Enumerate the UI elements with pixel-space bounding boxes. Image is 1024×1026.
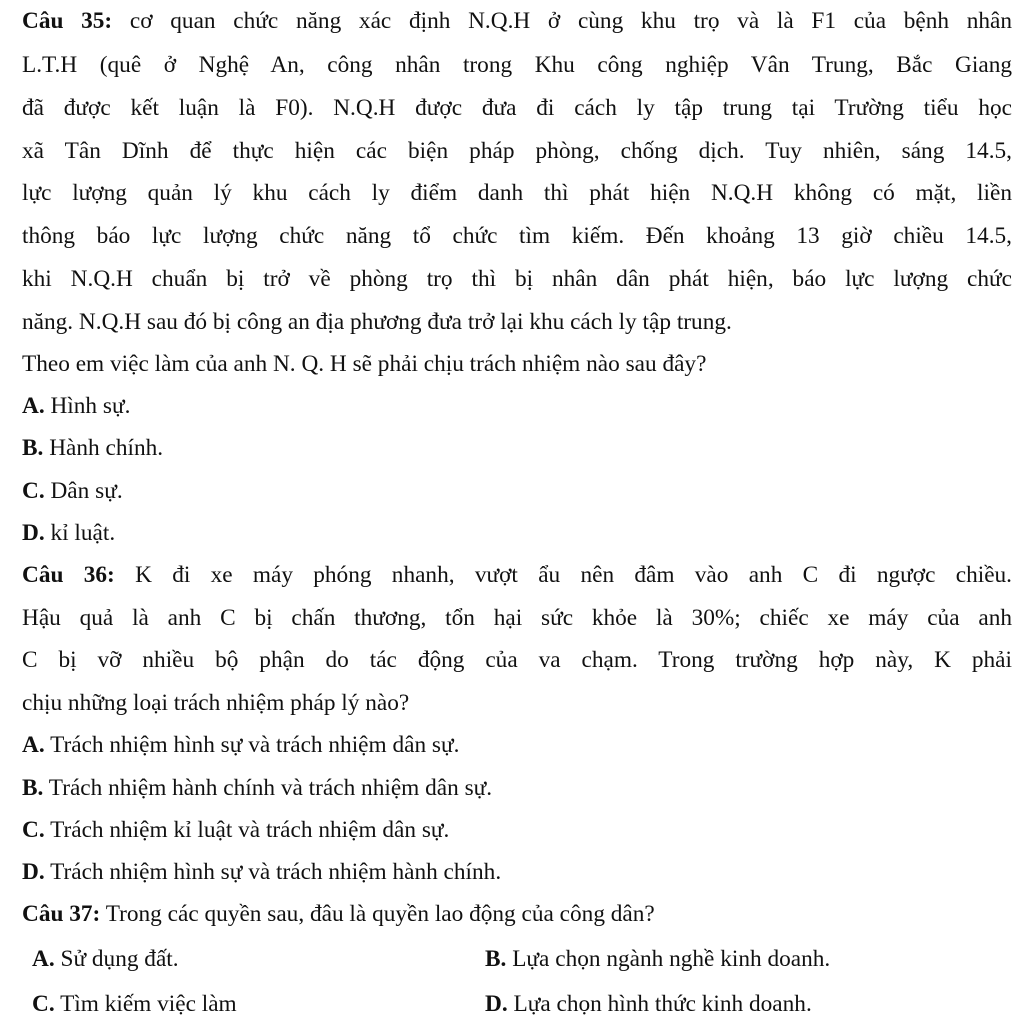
q35-line-3: đã được kết luận là F0). N.Q.H được đưa đi cách ly tập trung tại Trường tiểu học bbox=[22, 95, 1012, 121]
q35-line-8: năng. N.Q.H sau đó bị công an địa phương đưa trở lại khu cách ly tập trung. bbox=[22, 309, 732, 335]
q37-label: Câu 37: bbox=[22, 901, 101, 927]
q35-option-b: B. Hành chính. bbox=[22, 435, 164, 461]
q35-question: Theo em việc làm của anh N. Q. H sẽ phải chịu trách nhiệm nào sau đây? bbox=[22, 351, 707, 377]
q35-line-2: L.T.H (quê ở Nghệ An, công nhân trong Khu công nghiệp Vân Trung, Bắc Giang bbox=[22, 52, 1012, 78]
q35-label: Câu 35: bbox=[22, 8, 113, 34]
q36-label: Câu 36: bbox=[22, 562, 115, 588]
q35-line-7: khi N.Q.H chuẩn bị trở về phòng trọ thì bị nhân dân phát hiện, báo lực lượng chức bbox=[22, 266, 1012, 292]
q35-line-5: lực lượng quản lý khu cách ly điểm danh thì phát hiện N.Q.H không có mặt, liền bbox=[22, 180, 1012, 206]
q36-option-b: B. Trách nhiệm hành chính và trách nhiệm dân sự. bbox=[22, 775, 493, 801]
q35-option-c: C. Dân sự. bbox=[22, 478, 123, 504]
q37-option-b: B. Lựa chọn ngành nghề kinh doanh. bbox=[485, 946, 831, 972]
q36-line-2: Hậu quả là anh C bị chấn thương, tổn hại sức khỏe là 30%; chiếc xe máy của anh bbox=[22, 605, 1012, 631]
q36-option-a: A. Trách nhiệm hình sự và trách nhiệm dân sự. bbox=[22, 732, 460, 758]
q37-option-d: D. Lựa chọn hình thức kinh doanh. bbox=[485, 991, 812, 1017]
q36-line-3: C bị vỡ nhiều bộ phận do tác động của va chạm. Trong trường hợp này, K phải bbox=[22, 647, 1012, 673]
q36-question: chịu những loại trách nhiệm pháp lý nào? bbox=[22, 690, 410, 716]
q35-line-1: Câu 35: cơ quan chức năng xác định N.Q.H ở cùng khu trọ và là F1 của bệnh nhân bbox=[22, 8, 1013, 34]
q37-option-c: C. Tìm kiếm việc làm bbox=[32, 991, 237, 1017]
q37-question: Câu 37: Trong các quyền sau, đâu là quyền lao động của công dân? bbox=[22, 901, 655, 927]
q37-option-a: A. Sử dụng đất. bbox=[32, 946, 179, 972]
q35-line-6: thông báo lực lượng chức năng tổ chức tìm kiếm. Đến khoảng 13 giờ chiều 14.5, bbox=[22, 223, 1012, 249]
q35-option-a: A. Hình sự. bbox=[22, 393, 131, 419]
q36-line-1: Câu 36: K đi xe máy phóng nhanh, vượt ẩu nên đâm vào anh C đi ngược chiều. bbox=[22, 562, 1013, 588]
q36-option-c: C. Trách nhiệm kỉ luật và trách nhiệm dân sự. bbox=[22, 817, 450, 843]
q35-option-d: D. kỉ luật. bbox=[22, 520, 116, 546]
q35-line-4: xã Tân Dĩnh để thực hiện các biện pháp phòng, chống dịch. Tuy nhiên, sáng 14.5, bbox=[22, 138, 1012, 164]
q36-option-d: D. Trách nhiệm hình sự và trách nhiệm hành chính. bbox=[22, 859, 502, 885]
